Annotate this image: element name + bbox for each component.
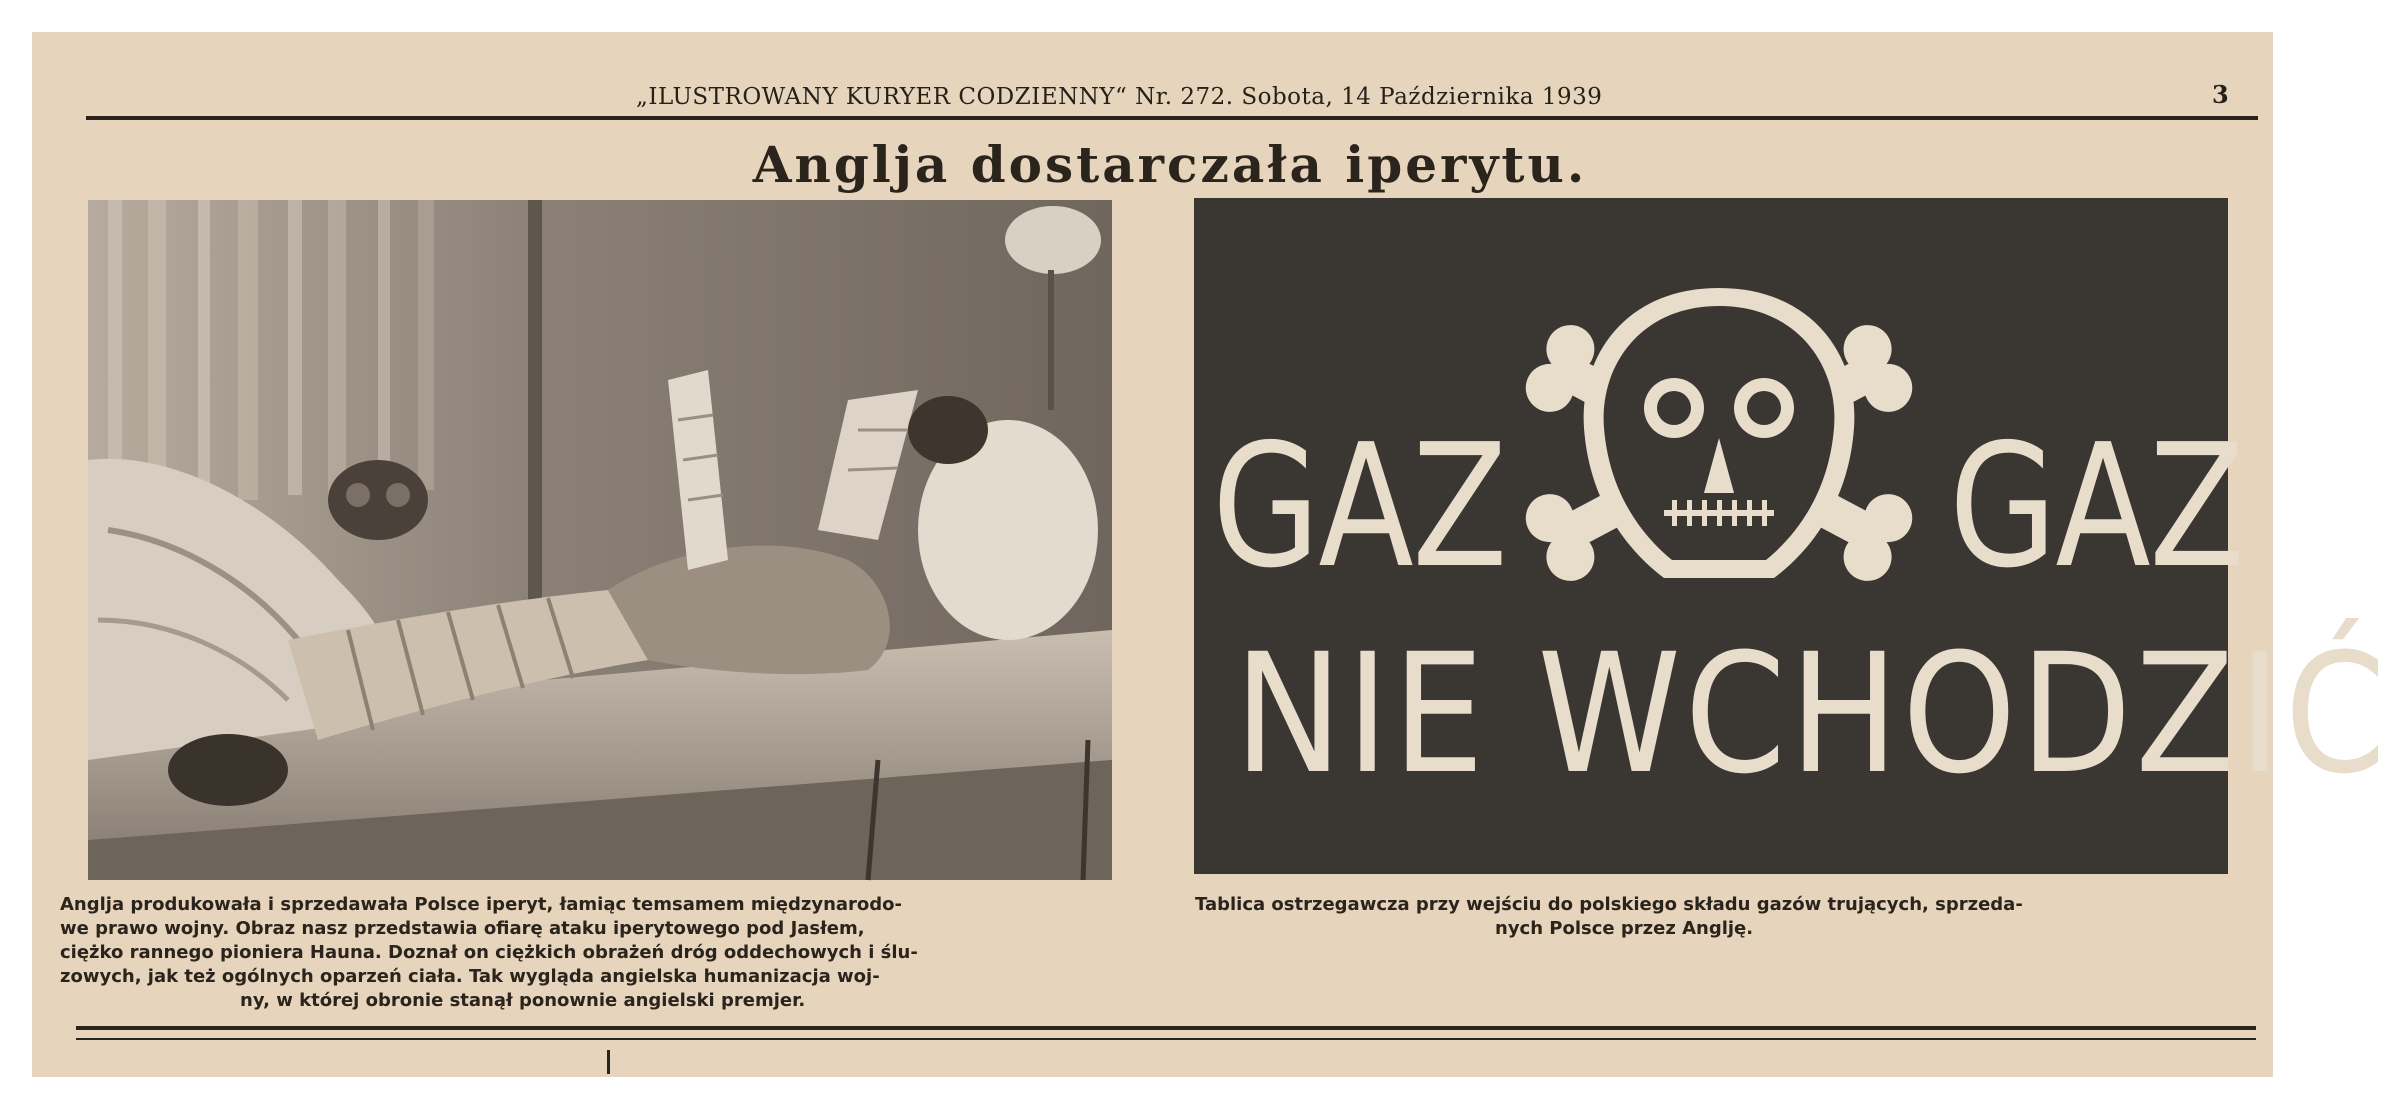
- bottom-rule-1: [76, 1026, 2256, 1030]
- top-rule: [86, 116, 2258, 120]
- sign-warning-text: NIE WCHODZIĆ: [1234, 618, 2390, 810]
- bottom-rule-2: [76, 1038, 2256, 1040]
- sign-gaz-left: GAZ: [1212, 408, 1506, 606]
- caption-left-line: zowych, jak też ogólnych oparzeń ciała. Tak wygląda angielska humanizacja woj-: [60, 966, 880, 987]
- gas-warning-sign: [1194, 198, 2390, 874]
- wounded-man-photo-icon: [88, 200, 1112, 880]
- caption-left-line: we prawo wojny. Obraz nasz przedstawia ofiarę ataku iperytowego pod Jasłem,: [60, 918, 865, 939]
- sign-gaz-right: GAZ: [1949, 408, 2243, 606]
- caption-left: [60, 893, 918, 1013]
- caption-left-line: ny, w której obronie stanął ponownie angielski premjer.: [240, 990, 806, 1011]
- caption-left-line: ciężko rannego pioniera Hauna. Doznał on ciężkich obrażeń dróg oddechowych i ślu-: [60, 942, 918, 963]
- caption-right: [1195, 893, 2023, 941]
- caption-right-line: Tablica ostrzegawcza przy wejściu do polskiego składu gazów trujących, sprzeda-: [1195, 894, 2023, 915]
- page-number: 3: [2212, 80, 2229, 109]
- caption-right-line: nych Polsce przez Anglję.: [1495, 918, 1754, 939]
- headline: Anglja dostarczała iperytu.: [752, 135, 1588, 194]
- masthead-line: „ILUSTROWANY KURYER CODZIENNY“ Nr. 272. Sobota, 14 Października 1939: [636, 84, 1603, 110]
- skull-and-crossbones-icon: [1524, 278, 1914, 608]
- column-tick: [607, 1050, 610, 1074]
- caption-left-line: Anglja produkowała i sprzedawała Polsce iperyt, łamiąc temsamem międzynarodo-: [60, 894, 903, 915]
- wounded-man-photo: [88, 200, 1112, 880]
